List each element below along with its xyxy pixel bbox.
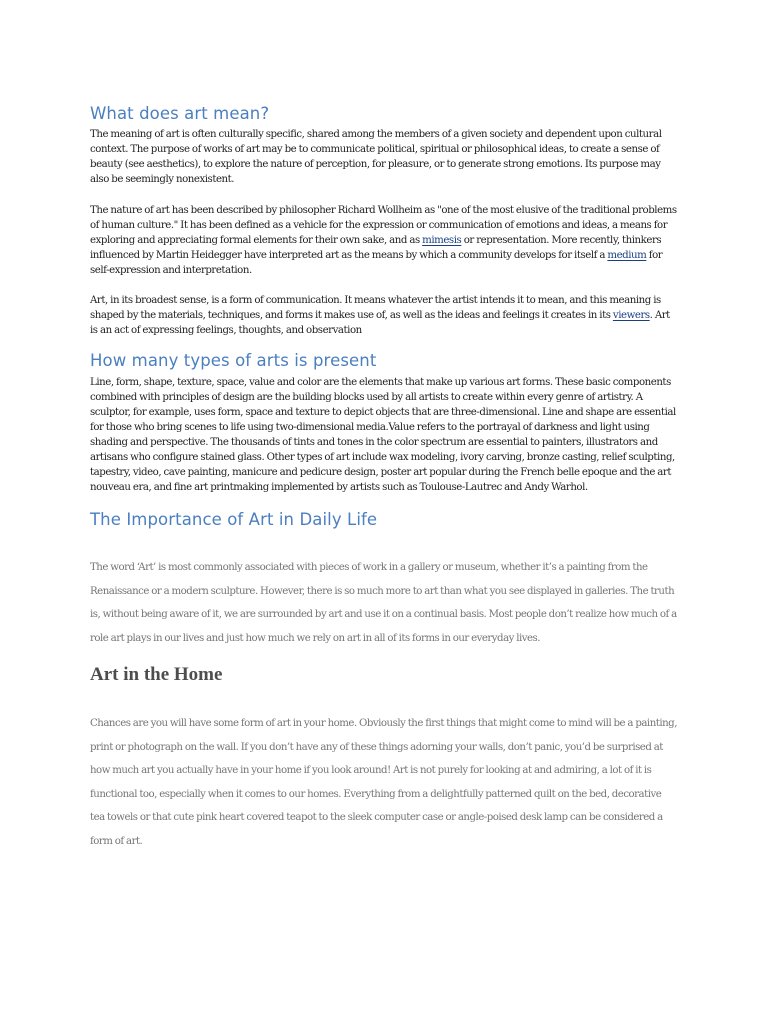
document-page — [90, 0, 678, 1024]
paragraph-art-communication — [90, 293, 678, 338]
paragraph-art-in-home: Chances are you will have some form of art in your home. Obviously the first things that might come to mind will be a painting, print or photograph on the wall. If you don’t have any of these things adorning your walls, don’t panic, you’d be surprised at how much art you actually have in your home if you look around! Art is not purely for looking at and admiring, a lot of it is functional too, especially when it comes to our homes. Everything from a delightfully patterned quilt on the bed, decorative tea towels or that cute pink heart covered teapot to the sleek computer case or angle-poised desk lamp can be considered a form of art. — [90, 718, 677, 847]
paragraph-nature-of-art — [90, 203, 678, 278]
paragraph-text: . Art is an act of expressing feelings, thoughts, and observation — [90, 310, 670, 336]
heading-what-does-art-mean: What does art mean? — [90, 104, 270, 123]
heading-types-of-arts: How many types of arts is present — [90, 351, 377, 370]
paragraph-art-meaning: The meaning of art is often culturally specific, shared among the members of a given society and dependent upon cultural context. The purpose of works of art may be to communicate political, spiritual or philosophical ideas, to create a sense of beauty (see aesthetics), to explore the nature of perception, for pleasure, or to generate strong emotions. Its purpose may also be seemingly nonexistent. — [90, 129, 662, 185]
paragraph-text: for self-expression and interpretation. — [90, 250, 663, 276]
medium-link[interactable]: medium — [607, 250, 647, 261]
paragraph-text: Art, in its broadest sense, is a form of communication. It means whatever the artist intends it to mean, and this meaning is shaped by the materials, techniques, and forms it makes use of, as well as the ideas and feelings it creates in its — [90, 295, 661, 321]
heading-art-in-the-home: Art in the Home — [90, 664, 223, 685]
paragraph-text: The nature of art has been described by philosopher Richard Wollheim as "one of the most elusive of the traditional problems of human culture." It has been defined as a vehicle for the expression or communication of emotions and ideas, a means for exploring and appreciating formal elements for their own sake, and as — [90, 205, 677, 246]
paragraph-art-elements: Line, form, shape, texture, space, value and color are the elements that make up various art forms. These basic components combined with principles of design are the building blocks used by all artists to create within every genre of artistry. A sculptor, for example, uses form, space and texture to depict objects that are three-dimensional. Line and shape are essential for those who bring scenes to life using two-dimensional media.Value refers to the portrayal of darkness and light using shading and perspective. The thousands of tints and tones in the color spectrum are essential to painters, illustrators and artisans who configure stained glass. Other types of art include wax modeling, ivory carving, bronze casting, relief sculpting, tapestry, video, cave painting, manicure and pedicure design, poster art popular during the French belle epoque and the art nouveau era, and fine art printmaking implemented by artists such as Toulouse-Lautrec and Andy Warhol. — [90, 377, 676, 493]
paragraph-text: or representation. More recently, thinkers influenced by Martin Heidegger have interpreted art as the means by which a community develops for itself a — [90, 235, 662, 261]
viewers-link[interactable]: viewers — [612, 310, 650, 321]
mimesis-link[interactable]: mimesis — [422, 235, 462, 246]
paragraph-art-word: The word ‘Art’ is most commonly associated with pieces of work in a gallery or museum, whether it’s a painting from the Renaissance or a modern sculpture. However, there is so much more to art than what you see displayed in galleries. The truth is, without being aware of it, we are surrounded by art and use it on a continual basis. Most people don’t realize how much of a role art plays in our lives and just how much we rely on art in all of its forms in our everyday lives. — [90, 562, 677, 644]
heading-importance-of-art: The Importance of Art in Daily Life — [90, 510, 378, 529]
